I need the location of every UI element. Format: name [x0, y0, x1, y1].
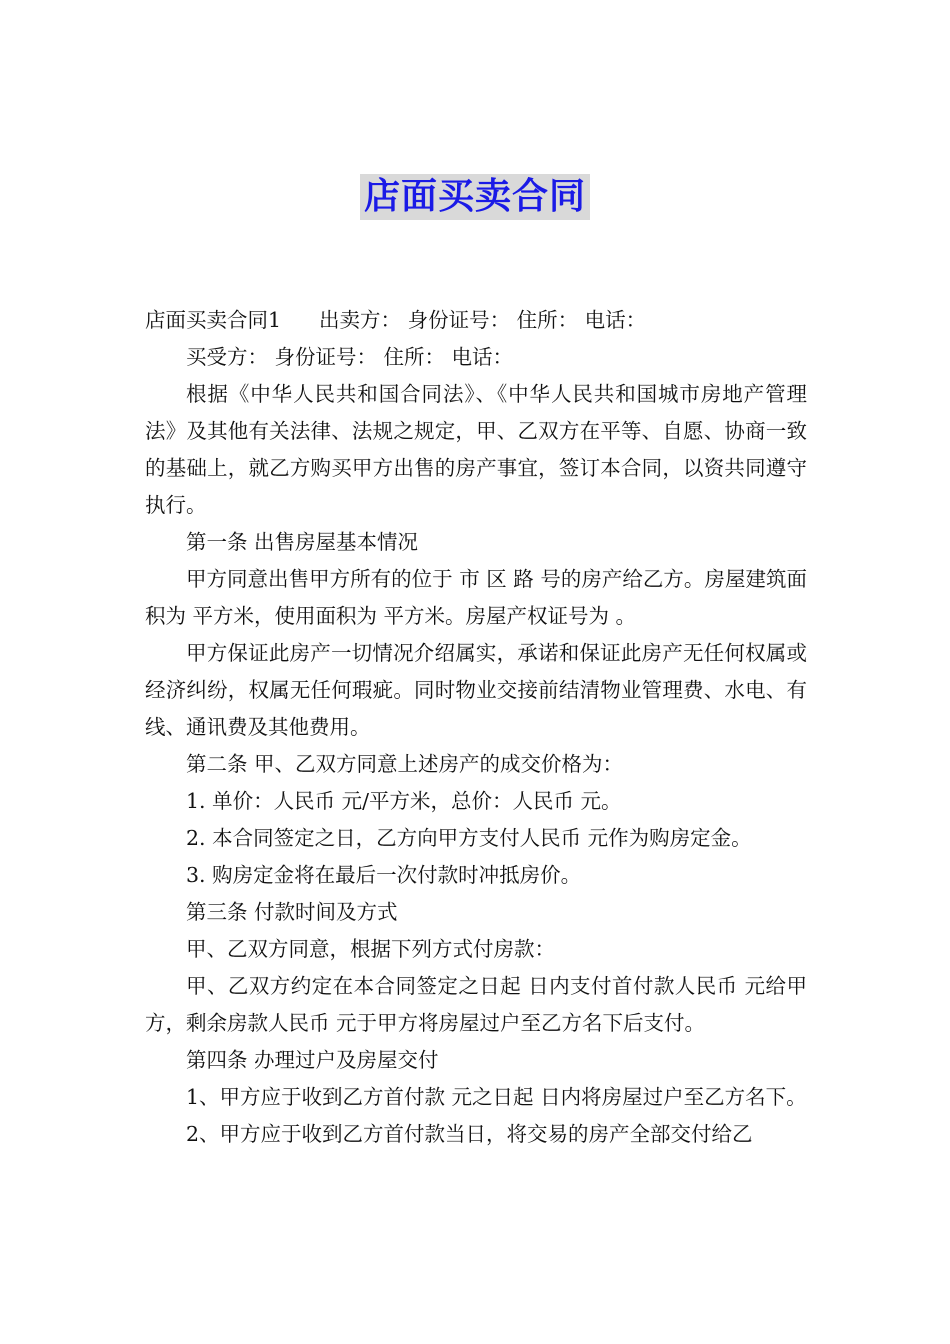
contract-heading: 店面买卖合同1: [145, 308, 282, 332]
paragraph-seller-line: [145, 302, 807, 339]
paragraph-payment-method: 甲、乙双方同意，根据下列方式付房款：: [186, 937, 555, 961]
paragraph-property-info: 甲方同意出售甲方所有的位于 市 区 路 号的房产给乙方。房屋建筑面积为 平方米，使用面积为 平方米。房屋产权证号为 。: [145, 567, 807, 628]
paragraph-transfer: 1、甲方应于收到乙方首付款 元之日起 日内将房屋过户至乙方名下。: [186, 1085, 807, 1109]
seller-info: 出卖方： 身份证号： 住所： 电话：: [319, 308, 647, 332]
document-body: [145, 302, 807, 1153]
document-title: 店面买卖合同: [360, 174, 590, 220]
paragraph-deposit: 2. 本合同签定之日，乙方向甲方支付人民币 元作为购房定金。: [186, 826, 752, 850]
paragraph-preamble: 根据《中华人民共和国合同法》、《中华人民共和国城市房地产管理法》及其他有关法律、法规之规定，甲、乙双方在平等、自愿、协商一致的基础上，就乙方购买甲方出售的房产事宜，签订本合同，以资共同遵守执行。: [145, 382, 807, 517]
article-2-heading: 第二条 甲、乙双方同意上述房产的成交价格为：: [186, 752, 624, 776]
paragraph-deposit-offset: 3. 购房定金将在最后一次付款时冲抵房价。: [186, 863, 582, 887]
article-4-heading: 第四条 办理过户及房屋交付: [186, 1048, 439, 1072]
paragraph-buyer-line: 买受方： 身份证号： 住所： 电话：: [186, 345, 514, 369]
paragraph-seller-guarantee: 甲方保证此房产一切情况介绍属实，承诺和保证此房产无任何权属或经济纠纷，权属无任何瑕疵。同时物业交接前结清物业管理费、水电、有线、通讯费及其他费用。: [145, 641, 807, 739]
title-area: [0, 174, 950, 220]
paragraph-delivery: 2、甲方应于收到乙方首付款当日，将交易的房产全部交付给乙: [186, 1122, 753, 1146]
article-3-heading: 第三条 付款时间及方式: [186, 900, 398, 924]
paragraph-unit-price: 1. 单价：人民币 元/平方米，总价：人民币 元。: [186, 789, 622, 813]
article-1-heading: 第一条 出售房屋基本情况: [186, 530, 419, 554]
paragraph-payment-terms: 甲、乙双方约定在本合同签定之日起 日内支付首付款人民币 元给甲方，剩余房款人民币 元于甲方将房屋过户至乙方名下后支付。: [145, 974, 807, 1035]
